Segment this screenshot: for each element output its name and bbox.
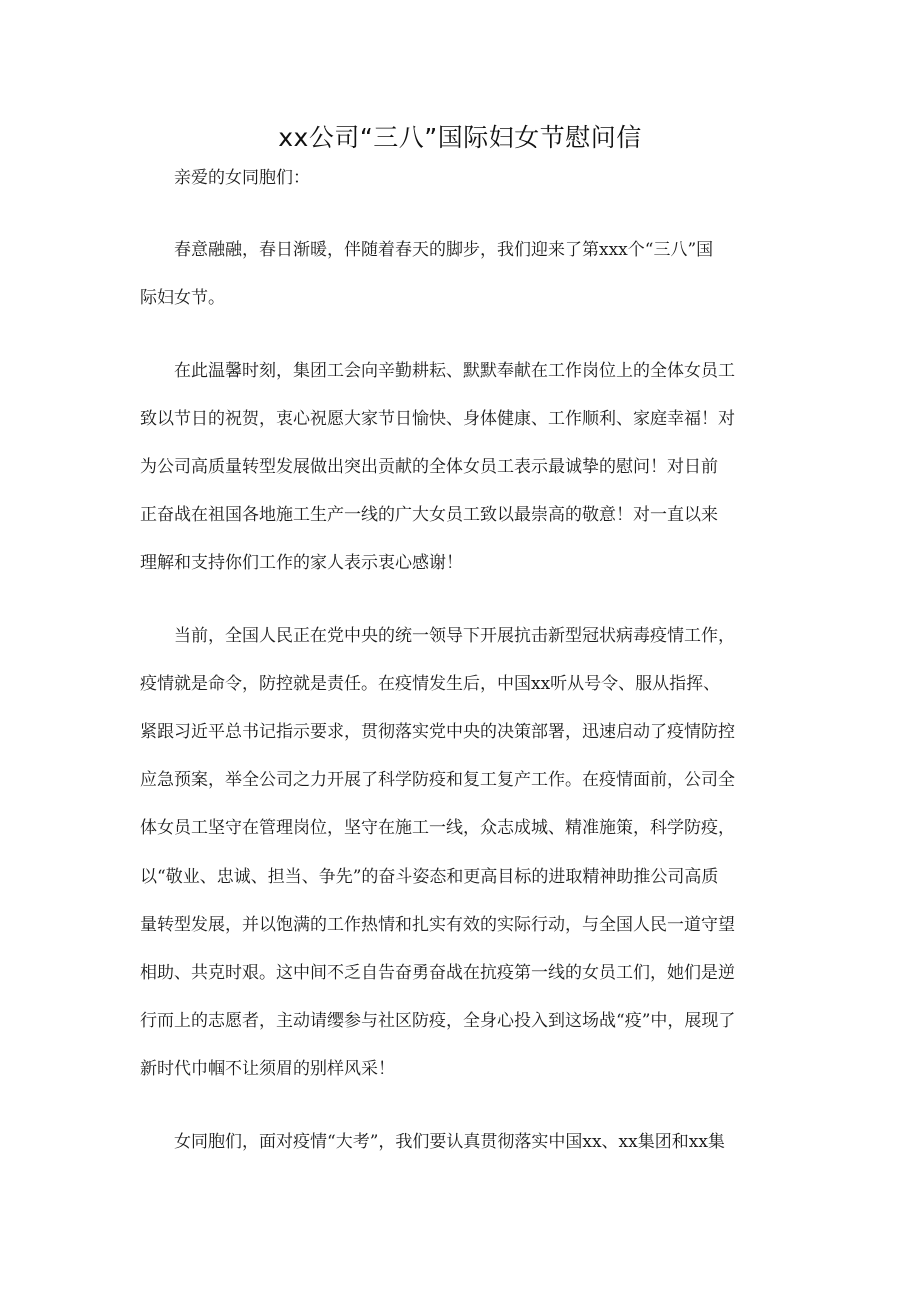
- salutation: 亲爱的女同胞们：: [174, 168, 310, 188]
- paragraph-line: 体女员工坚守在管理岗位，坚守在施工一线，众志成城、精准施策，科学防疫，: [140, 818, 735, 839]
- paragraph-line: 在此温馨时刻，集团工会向辛勤耕耘、默默奉献在工作岗位上的全体女员工: [174, 360, 735, 381]
- paragraph-4: [140, 1118, 790, 1166]
- paragraph-line: 际妇女节。: [140, 288, 225, 309]
- paragraph-line: 相助、共克时艰。这中间不乏自告奋勇奋战在抗疫第一线的女员工们，她们是逆: [140, 963, 735, 984]
- paragraph-3: [140, 612, 790, 1094]
- paragraph-line: 理解和支持你们工作的家人表示衷心感谢！: [140, 553, 463, 574]
- paragraph-line: 应急预案，举全公司之力开展了科学防疫和复工复产工作。在疫情面前，公司全: [140, 770, 735, 791]
- paragraph-line: 量转型发展，并以饱满的工作热情和扎实有效的实际行动，与全国人民一道守望: [140, 914, 735, 935]
- paragraph-line: 正奋战在祖国各地施工生产一线的广大女员工致以最崇高的敬意！对一直以来: [140, 505, 718, 526]
- paragraph-line: 女同胞们，面对疫情“大考”，我们要认真贯彻落实中国xx、xx集团和xx集: [174, 1131, 725, 1152]
- paragraph-line: 行而上的志愿者，主动请缨参与社区防疫，全身心投入到这场战“疫”中，展现了: [140, 1011, 736, 1032]
- paragraph-line: 以“敬业、忠诚、担当、争先”的奋斗姿态和更高目标的进取精神助推公司高质: [140, 866, 719, 887]
- paragraph-line: 紧跟习近平总书记指示要求，贯彻落实党中央的决策部署，迅速启动了疫情防控: [140, 722, 735, 743]
- paragraph-1: [140, 226, 790, 322]
- document-title: xx公司“三八”国际妇女节慰问信: [278, 123, 642, 152]
- paragraph-line: 当前，全国人民正在党中央的统一领导下开展抗击新型冠状病毒疫情工作，: [174, 625, 735, 646]
- paragraph-2: [140, 347, 790, 588]
- paragraph-line: 春意融融，春日渐暖，伴随着春天的脚步，我们迎来了第xxx个“三八”国: [174, 240, 714, 261]
- paragraph-line: 致以节日的祝贺，衷心祝愿大家节日愉快、身体健康、工作顺利、家庭幸福！对: [140, 408, 735, 429]
- letter-body: [140, 150, 790, 1166]
- paragraph-line: 新时代巾帼不让须眉的别样风采！: [140, 1059, 395, 1080]
- paragraph-line: 为公司高质量转型发展做出突出贡献的全体女员工表示最诚挚的慰问！对日前: [140, 457, 718, 478]
- paragraph-line: 疫情就是命令，防控就是责任。在疫情发生后，中国xx听从号令、服从指挥、: [140, 673, 721, 694]
